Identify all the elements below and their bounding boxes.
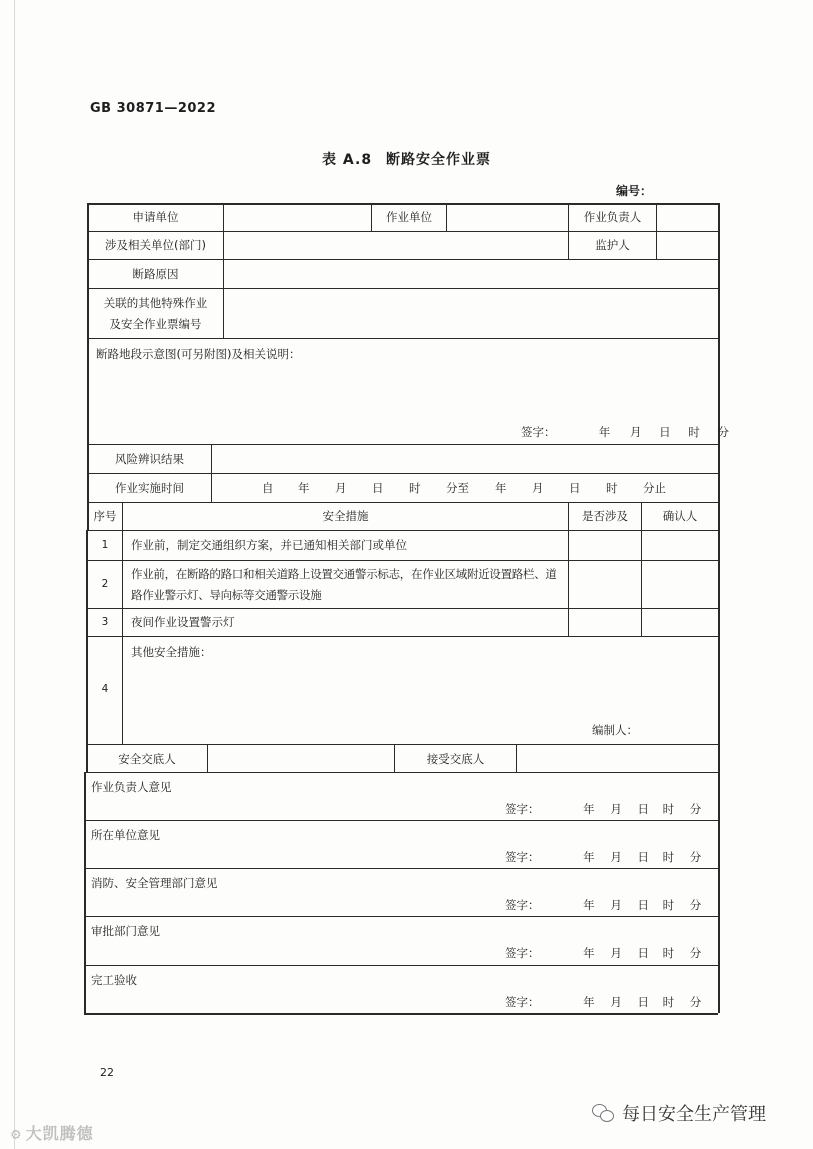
opinion-sign-row: 签字： 年 月 日 时 分: [505, 946, 702, 960]
applicant-field[interactable]: [225, 206, 369, 228]
diagram-label: 断路地段示意图(可另附图)及相关说明：: [96, 347, 301, 361]
opinion-sign-row: 签字： 年 月 日 时 分: [505, 898, 702, 912]
table-name: 断路安全作业票: [385, 152, 491, 168]
wechat-icon: [592, 1104, 616, 1122]
time-month: 月: [335, 481, 347, 495]
opinion-label: 审批部门意见: [91, 924, 160, 938]
time-min-end: 分止: [643, 481, 666, 495]
measure-involved-3[interactable]: [570, 611, 639, 634]
time-year-2: 年: [495, 481, 507, 495]
measure-text-1: 作业前，制定交通组织方案，并已通知相关部门或单位: [131, 538, 407, 552]
measure-no-2: 2: [101, 578, 109, 590]
measure-text-3: 夜间作业设置警示灯: [131, 615, 235, 629]
measure-involved-2[interactable]: [570, 563, 639, 606]
related-special-label-2: 及安全作业票编号: [109, 317, 202, 331]
col-confirm-header: 确认人: [662, 509, 698, 523]
guardian-label: 监护人: [595, 238, 630, 252]
watermark-right: 每日安全生产管理: [592, 1100, 766, 1126]
time-month-2: 月: [532, 481, 544, 495]
editor-label: 编制人：: [592, 723, 638, 737]
reason-label: 断路原因: [132, 267, 179, 281]
watermark-icon: ⚙: [10, 1128, 23, 1143]
diagram-area[interactable]: [96, 365, 714, 420]
measure-text-2: 作业前，在断路的路口和相关道路上设置交通警示标志，在作业区域附近设置路栏、道路作业警示灯、导向标等交通警示设施: [131, 567, 557, 602]
time-day: 日: [372, 481, 384, 495]
measure-no-3: 3: [101, 616, 109, 628]
measure-no-1: 1: [101, 539, 109, 551]
col-involved-header: 是否涉及: [582, 509, 628, 523]
time-hour: 时: [409, 481, 421, 495]
risk-label: 风险辨识结果: [115, 452, 184, 466]
standard-code: GB 30871—2022: [90, 101, 217, 116]
handover-giver-field[interactable]: [209, 747, 392, 770]
page-edge: [14, 0, 15, 1149]
reason-field[interactable]: [225, 262, 716, 286]
handover-receiver-label: 接受交底人: [426, 752, 485, 766]
opinion-sign-row: 签字： 年 月 日 时 分: [505, 802, 702, 816]
opinion-label: 作业负责人意见: [91, 780, 172, 794]
time-day-2: 日: [569, 481, 581, 495]
measure-involved-1[interactable]: [570, 533, 639, 558]
handover-giver-label: 安全交底人: [118, 752, 176, 766]
involved-units-label: 涉及相关单位(部门): [105, 238, 206, 252]
col-measure-header: 安全措施: [322, 509, 369, 523]
ticket-number-label: 编号：: [616, 184, 653, 198]
measure-confirm-3[interactable]: [643, 611, 716, 634]
work-leader-field[interactable]: [658, 206, 716, 228]
measure-confirm-1[interactable]: [643, 533, 716, 558]
opinion-label: 所在单位意见: [91, 828, 160, 842]
sign-label: 签字：: [521, 425, 556, 439]
related-special-field[interactable]: [225, 291, 716, 336]
related-special-label-1: 关联的其他特殊作业: [103, 296, 208, 310]
work-unit-label: 作业单位: [386, 210, 432, 224]
time-from: 自: [262, 481, 274, 495]
other-measures-field[interactable]: [131, 662, 714, 717]
watermark-left: ⚙ 大凯腾德: [10, 1124, 94, 1143]
measure-confirm-2[interactable]: [643, 563, 716, 606]
other-measures-label: 其他安全措施：: [131, 645, 212, 659]
guardian-field[interactable]: [658, 234, 716, 256]
time-year: 年: [298, 481, 310, 495]
page-number: 22: [100, 1066, 114, 1079]
col-no-header: 序号: [93, 509, 117, 523]
work-leader-label: 作业负责人: [583, 210, 642, 224]
risk-field[interactable]: [213, 447, 716, 471]
measure-no-4: 4: [101, 683, 109, 695]
work-unit-field[interactable]: [448, 206, 566, 228]
opinion-sign-row: 签字： 年 月 日 时 分: [505, 995, 702, 1009]
handover-receiver-field[interactable]: [518, 747, 716, 770]
table-title: [0, 149, 813, 169]
applicant-label: 申请单位: [132, 210, 179, 224]
diagram-sign-row: 签字： 年 月 日 时 分: [521, 425, 729, 439]
time-label: 作业实施时间: [115, 481, 184, 495]
time-min-to: 分至: [446, 481, 469, 495]
time-hour-2: 时: [606, 481, 618, 495]
opinion-sign-row: 签字： 年 月 日 时 分: [505, 850, 702, 864]
opinion-label: 消防、安全管理部门意见: [91, 876, 218, 890]
opinion-label: 完工验收: [91, 973, 137, 987]
involved-units-field[interactable]: [225, 234, 566, 256]
table-number: 表 A.8: [322, 152, 373, 168]
